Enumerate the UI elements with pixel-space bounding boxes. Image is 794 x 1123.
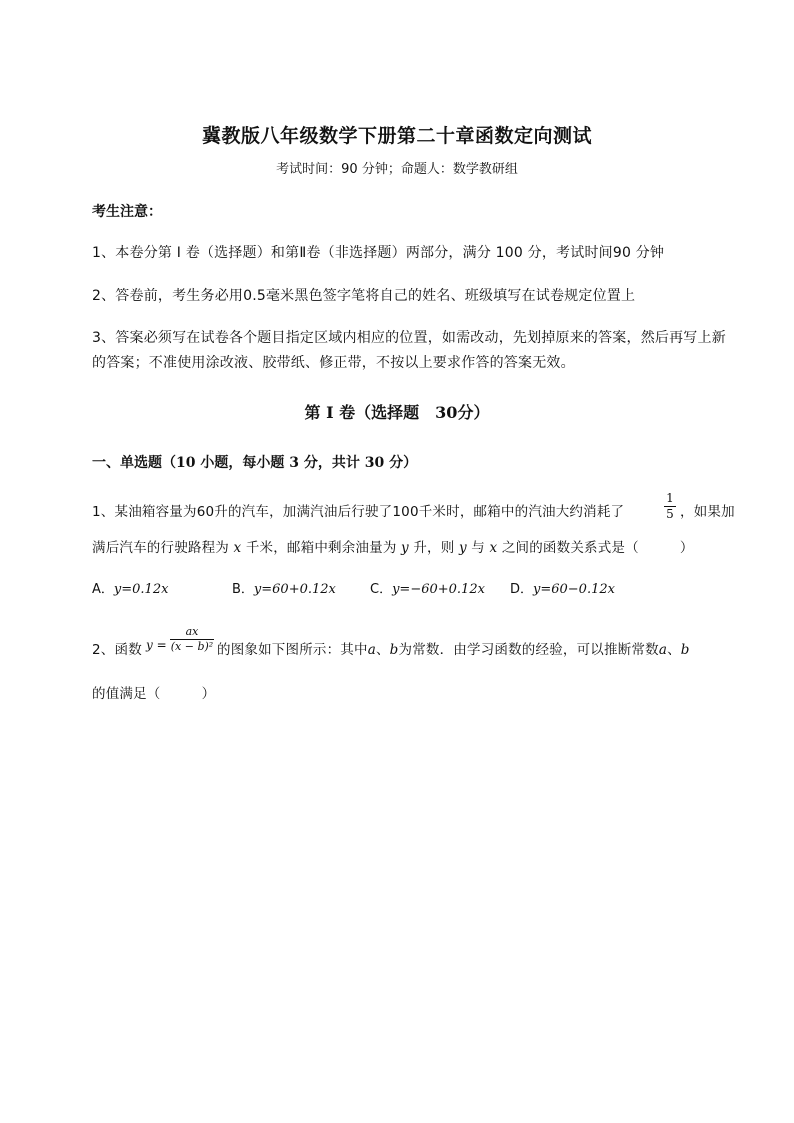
q1-option-c-label: C． <box>370 582 393 597</box>
q1-option-b-formula: y=60+0.12x <box>253 582 336 597</box>
notice-item-3: 3、答案必须写在试卷各个题目指定区域内相应的位置，如需改动，先划掉原来的答案，然后再写上新 <box>92 330 726 346</box>
q2-line1 <box>217 638 690 658</box>
q1-option-b[interactable] <box>232 578 336 597</box>
q1-text-b: ，如果加 <box>680 504 735 520</box>
q2-var-b2: b <box>680 642 690 658</box>
q1-option-d[interactable] <box>510 578 615 597</box>
q1-text-a: 1、某油箱容量为60升的汽车，加满汽油后行驶了100千米时，邮箱中的汽油大约消耗了 <box>92 504 625 520</box>
q2-fn-lhs: y = <box>146 638 167 652</box>
q1-option-d-label: D． <box>510 582 534 597</box>
q1-option-c[interactable] <box>370 578 485 597</box>
q2-text-a: 的图象如下图所示：其中 <box>217 642 368 658</box>
q1-frac-den: 5 <box>666 506 674 521</box>
q1-text-g: 之间的函数关系式是（ ） <box>501 540 694 556</box>
subsection-heading: 一、单选题（10 小题，每小题 3 分，共计 30 分） <box>92 455 418 471</box>
q1-frac-num: 1 <box>666 491 674 505</box>
q1-option-a-formula: y=0.12x <box>113 582 169 597</box>
section-title: 第 I 卷（选择题 30分） <box>304 403 490 422</box>
q2-sep-1: 、 <box>375 642 390 658</box>
q1-option-c-formula: y=−60+0.12x <box>392 582 485 597</box>
q2-text-b: 为常数．由学习函数的经验，可以推断常数 <box>398 642 659 658</box>
q1-var-x: x <box>233 540 242 556</box>
q2-frac-den: (x − b)² <box>170 639 214 653</box>
q1-fraction <box>664 492 676 520</box>
notice-item-3-cont: 的答案；不准使用涂改液、胶带纸、修正带，不按以上要求作答的答案无效。 <box>92 355 575 371</box>
notice-item-1: 1、本卷分第 I 卷（选择题）和第Ⅱ卷（非选择题）两部分，满分 100 分，考试时间90 分钟 <box>92 245 665 261</box>
q2-fraction <box>170 626 214 652</box>
q2-frac-num: ax <box>185 625 199 638</box>
notice-item-2: 2、答卷前，考生务必用0.5毫米黑色签字笔将自己的姓名、班级填写在试卷规定位置上 <box>92 288 636 304</box>
q2-line2: 的值满足（ ） <box>92 686 216 702</box>
q1-text-e: 升，则 <box>413 540 455 556</box>
q1-var-x2: x <box>489 540 498 556</box>
q2-prefix: 2、函数 <box>92 642 142 658</box>
q1-text-d: 千米，邮箱中剩余油量为 <box>245 540 397 556</box>
q1-text-c: 满后汽车的行驶路程为 <box>92 540 229 556</box>
q1-text-f: 与 <box>471 540 485 556</box>
q1-var-y: y <box>401 540 409 556</box>
q1-option-d-formula: y=60−0.12x <box>533 582 615 597</box>
q1-line1 <box>92 500 624 520</box>
exam-title: 冀教版八年级数学下册第二十章函数定向测试 <box>201 125 592 147</box>
notice-heading: 考生注意： <box>92 204 162 220</box>
q2-sep-2: 、 <box>667 642 681 658</box>
q1-option-b-label: B． <box>232 582 254 597</box>
q2-var-a2: a <box>658 642 668 658</box>
q1-line2 <box>92 536 694 556</box>
exam-subtitle: 考试时间：90 分钟；命题人：数学教研组 <box>276 162 518 177</box>
q1-option-a[interactable] <box>92 578 168 597</box>
q2-var-b: b <box>389 642 399 658</box>
q2-var-a: a <box>367 642 376 658</box>
q1-var-y2: y <box>458 540 467 556</box>
q1-option-a-label: A． <box>92 582 114 597</box>
